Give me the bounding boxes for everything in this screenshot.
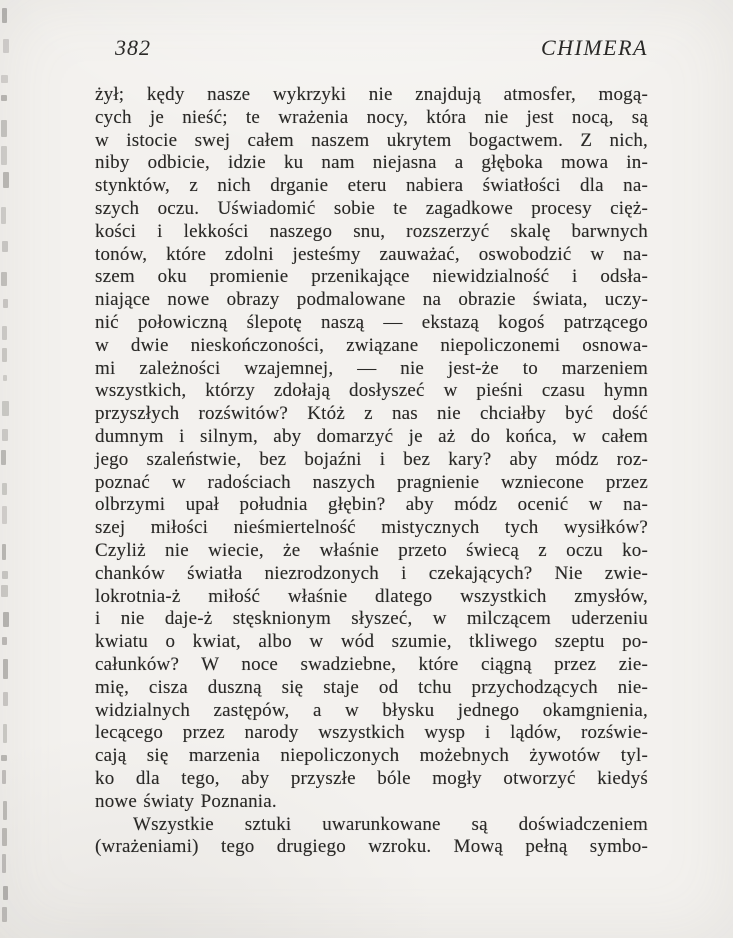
scan-edge-dash <box>3 172 10 189</box>
scan-edge-dash <box>1 120 7 137</box>
scan-edge-dash <box>3 724 8 743</box>
scan-edge-dash <box>3 39 10 53</box>
text-line: nowe światy Poznania. <box>95 790 277 812</box>
text-line: w dwie nieskończoności, związane niepoliczonemi osnowa- <box>95 334 648 356</box>
scan-edge-dash <box>1 450 6 465</box>
text-line: Czyliż nie wiecie, że właśnie przeto świecą z oczu ko- <box>95 539 648 561</box>
text-line: przyszłych rozświtów? Któż z nas nie chciałby być dość <box>95 403 648 425</box>
text-line: Wszystkie sztuki uwarunkowane są doświadczeniem <box>133 813 648 835</box>
scan-edge-dash <box>3 612 9 627</box>
text-line: poznać w radościach naszych pragnienie wzniecone przez <box>95 471 648 493</box>
text-line: cają się marzenia niepoliczonych możebnych żywotów tyl- <box>95 745 648 767</box>
scan-edge-dash <box>1 75 8 83</box>
scan-edge-dash <box>2 401 9 416</box>
page-number: 382 <box>115 35 151 60</box>
scan-edge-dash <box>2 828 7 846</box>
text-line: tonów, które zdolni jesteśmy zauważać, oswobodzić w na- <box>95 243 648 265</box>
text-line: dumnym i silnym, aby domarzyć je aż do końca, w całem <box>95 425 648 447</box>
scan-edge-dash <box>2 571 8 580</box>
scan-edge-dash <box>3 299 9 309</box>
text-line: niające nowe obrazy podmalowane na obrazie świata, uczy- <box>95 289 648 311</box>
scan-edge-dash <box>2 907 7 921</box>
scan-edge-dash <box>1 95 7 101</box>
scan-edge-dash <box>2 429 8 440</box>
page-body-text <box>95 84 648 859</box>
text-line: szem oku promienie przenikające niewidzialność i odsła- <box>95 266 648 288</box>
scan-edge-dash <box>1 272 6 286</box>
text-line: szych oczu. Uświadomić sobie te zagadkowe procesy cięż- <box>95 197 648 219</box>
scan-edge-dash <box>3 375 8 381</box>
text-line: mi zależności wzajemnej, — nie jest-że to marzeniem <box>95 357 648 379</box>
scan-edge-dash <box>2 326 8 340</box>
text-line: wszystkich, którzy zdołają dosłyszeć w pieśni czasu hymn <box>95 380 648 402</box>
scan-edge-dash <box>2 8 8 23</box>
text-line: lecącego przez narody wszystkich wysp i lądów, rozświe- <box>95 722 648 744</box>
text-line: lokrotnia-ż miłość właśnie dlatego wszystkich zmysłów, <box>95 585 648 607</box>
text-line: chanków światła niezrodzonych i czekających? Nie zwie- <box>95 562 648 584</box>
text-line: stynktów, z nich drganie eteru nabiera światłości dla na- <box>95 175 648 197</box>
text-line: i nie daje-ż stęsknionym słyszeć, w milczącem uderzeniu <box>95 608 648 630</box>
scan-edge-dash <box>1 207 6 224</box>
running-head <box>95 33 648 63</box>
text-line: żył; kędy nasze wykrzyki nie znajdują atmosfer, mogą- <box>95 84 648 105</box>
scan-edge-dash <box>1 585 8 597</box>
text-line: cych je nieść; te wrażenia nocy, która nie jest nocą, są <box>95 106 648 128</box>
scan-edge-dash <box>2 544 7 560</box>
text-line: widzialnych zastępów, a w błysku jednego okamgnienia, <box>95 699 648 721</box>
scan-edge-dash <box>1 755 7 761</box>
scan-edge-dash <box>2 637 7 646</box>
text-line: szej miłości nieśmiertelność mistycznych tych wysiłków? <box>95 517 648 539</box>
text-line: jego szaleństwie, bez bojaźni i bez kary? aby módz roz- <box>95 448 648 470</box>
scan-edge-dash <box>3 801 8 821</box>
text-line: (wrażeniami) tego drugiego wzroku. Mową pełną symbo- <box>95 836 648 858</box>
text-line: ko dla tego, aby przyszłe bóle mogły otworzyć kiedyś <box>95 767 648 789</box>
text-line: kwiatu o kwiat, albo w wód szumie, tkliwego szeptu po- <box>95 631 648 653</box>
text-line: kości i lekkości naszego snu, rozszerzyć skalę barwnych <box>95 220 648 242</box>
text-line: mię, cisza duszną się staje od tchu przychodzących nie- <box>95 676 648 698</box>
text-line: całunków? W noce swadziebne, które ciągną przez zie- <box>95 653 648 675</box>
scan-edge-dash <box>2 241 8 252</box>
text-line: nić połowiczną ślepotę naszą — ekstazą kogoś patrzącego <box>95 311 648 333</box>
text-line: niby odbicie, idzie ku nam niejasna a głęboka mowa in- <box>95 152 648 174</box>
scan-edge-dash <box>3 692 8 706</box>
text-line: olbrzymi upał południa głębin? aby módz ocenić w na- <box>95 494 648 516</box>
journal-title: CHIMERA <box>540 35 648 60</box>
scan-edge-dash <box>2 348 7 363</box>
text-line: w istocie swej całem naszem ukrytem bogactwem. Z nich, <box>95 129 648 151</box>
scan-edge-dash <box>2 506 8 525</box>
scan-edge-dash <box>2 854 7 873</box>
scan-edge-dash <box>3 886 8 900</box>
scan-gutter-marks <box>0 0 12 938</box>
scan-edge-dash <box>1 146 7 165</box>
scan-edge-dash <box>2 483 8 495</box>
scan-edge-dash <box>2 770 7 784</box>
scan-edge-dash <box>3 659 9 679</box>
